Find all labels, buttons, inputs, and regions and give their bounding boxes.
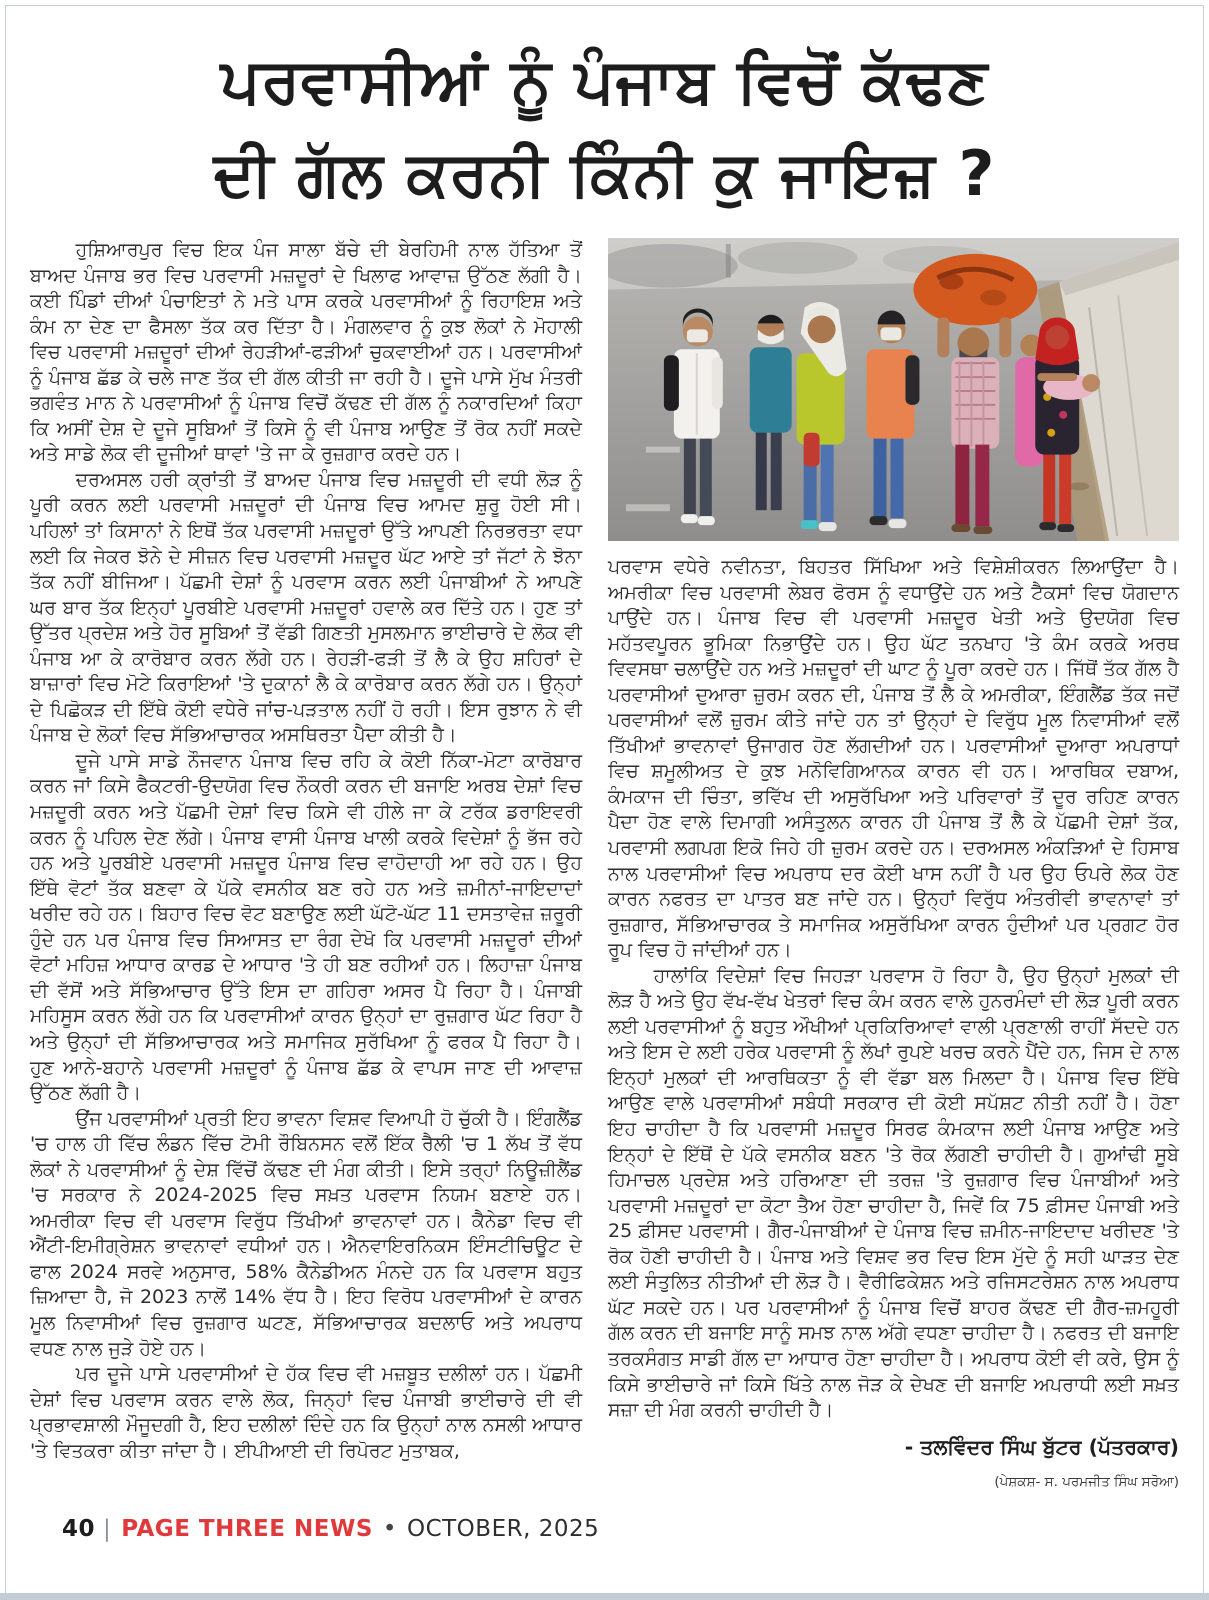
column-left: [30, 238, 582, 1491]
article-paragraph: ਪਰ ਦੂਜੇ ਪਾਸੇ ਪਰਵਾਸੀਆਂ ਦੇ ਹੱਕ ਵਿਚ ਵੀ ਮਜ਼ਬੂਤ ਦਲੀਲਾਂ ਹਨ। ਪੱਛਮੀ ਦੇਸ਼ਾਂ ਵਿਚ ਪਰਵਾਸ ਕਰਨ ਵਾਲੇ ਲੋਕ, ਜਿਨ੍ਹਾਂ ਵਿਚ ਪੰਜਾਬੀ ਭਾਈਚਾਰੇ ਦੀ ਵੀ ਪ੍ਰਭਾਵਸ਼ਾਲੀ ਮੌਜੂਦਗੀ ਹੈ, ਇਹ ਦਲੀਲਾਂ ਦਿੰਦੇ ਹਨ ਕਿ ਉਨ੍ਹਾਂ ਨਾਲ ਨਸਲੀ ਆਧਾਰ 'ਤੇ ਵਿਤਕਰਾ ਕੀਤਾ ਜਾਂਦਾ ਹੈ। ਈਪੀਆਈ ਦੀ ਰਿਪੋਰਟ ਮੁਤਾਬਕ,: [30, 1363, 582, 1462]
article-paragraph: ਉਂਜ ਪਰਵਾਸੀਆਂ ਪ੍ਰਤੀ ਇਹ ਭਾਵਨਾ ਵਿਸ਼ਵ ਵਿਆਪੀ ਹੋ ਚੁੱਕੀ ਹੈ। ਇੰਗਲੈਂਡ 'ਚ ਹਾਲ ਹੀ ਵਿੱਚ ਲੰਡਨ ਵਿੱਚ ਟੋਮੀ ਰੌਬਿਨਸਨ ਵਲੋਂ ਇੱਕ ਰੈਲੀ 'ਚ 1 ਲੱਖ ਤੋਂ ਵੱਧ ਲੋਕਾਂ ਨੇ ਪਰਵਾਸੀਆਂ ਨੂੰ ਦੇਸ਼ ਵਿੱਚੋਂ ਕੱਢਣ ਦੀ ਮੰਗ ਕੀਤੀ। ਇਸੇ ਤਰ੍ਹਾਂ ਨਿਊਜ਼ੀਲੈਂਡ 'ਚ ਸਰਕਾਰ ਨੇ 2024-2025 ਵਿਚ ਸਖ਼ਤ ਪਰਵਾਸ ਨਿਯਮ ਬਣਾਏ ਹਨ। ਅਮਰੀਕਾ ਵਿਚ ਵੀ ਪਰਵਾਸ ਵਿਰੁੱਧ ਤਿੱਖੀਆਂ ਭਾਵਨਾਵਾਂ ਹਨ। ਕੈਨੇਡਾ ਵਿਚ ਵੀ ਐਂਟੀ-ਇਮੀਗ੍ਰੇਸ਼ਨ ਭਾਵਨਾਵਾਂ ਵਧੀਆਂ ਹਨ। ਐਨਵਾਇਰਨਿਕਸ ਇੰਸਟੀਚਿਊਟ ਦੇ ਫਾਲ 2024 ਸਰਵੇ ਅਨੁਸਾਰ, 58% ਕੈਨੇਡੀਅਨ ਮੰਨਦੇ ਹਨ ਕਿ ਪਰਵਾਸ ਬਹੁਤ ਜ਼ਿਆਦਾ ਹੈ, ਜੋ 2023 ਨਾਲੋਂ 14% ਵੱਧ ਹੈ। ਇਹ ਵਿਰੋਧ ਪਰਵਾਸੀਆਂ ਦੇ ਕਾਰਨ ਮੂਲ ਨਿਵਾਸੀਆਂ ਵਿਚ ਰੁਜ਼ਗਾਰ ਘਟਣ, ਸੱਭਿਆਚਾਰਕ ਬਦਲਾਓ ਅਤੇ ਅਪਰਾਧ ਵਧਣ ਨਾਲ ਜੁੜੇ ਹੋਏ ਹਨ।: [30, 1107, 582, 1360]
article-paragraph: ਪਰਵਾਸ ਵਧੇਰੇ ਨਵੀਨਤਾ, ਬਿਹਤਰ ਸਿੱਖਿਆ ਅਤੇ ਵਿਸ਼ੇਸ਼ੀਕਰਨ ਲਿਆਉਂਦਾ ਹੈ। ਅਮਰੀਕਾ ਵਿਚ ਪਰਵਾਸੀ ਲੇਬਰ ਫੋਰਸ ਨੂੰ ਵਧਾਉਂਦੇ ਹਨ ਅਤੇ ਟੈਕਸਾਂ ਵਿਚ ਯੋਗਦਾਨ ਪਾਉਂਦੇ ਹਨ। ਪੰਜਾਬ ਵਿਚ ਵੀ ਪਰਵਾਸੀ ਮਜ਼ਦੂਰ ਖੇਤੀ ਅਤੇ ਉਦਯੋਗ ਵਿਚ ਮਹੱਤਵਪੂਰਨ ਭੂਮਿਕਾ ਨਿਭਾਉਂਦੇ ਹਨ। ਉਹ ਘੱਟ ਤਨਖਾਹ 'ਤੇ ਕੰਮ ਕਰਕੇ ਅਰਥ ਵਿਵਸਥਾ ਚਲਾਉਂਦੇ ਹਨ ਅਤੇ ਮਜ਼ਦੂਰਾਂ ਦੀ ਘਾਟ ਨੂੰ ਪੂਰਾ ਕਰਦੇ ਹਨ। ਜਿੱਥੋਂ ਤੱਕ ਗੱਲ ਹੈ ਪਰਵਾਸੀਆਂ ਦੁਆਰਾ ਜ਼ੁਰਮ ਕਰਨ ਦੀ, ਪੰਜਾਬ ਤੋਂ ਲੈ ਕੇ ਅਮਰੀਕਾ, ਇੰਗਲੈਂਡ ਤੱਕ ਜਦੋਂ ਪਰਵਾਸੀਆਂ ਵਲੋਂ ਜ਼ੁਰਮ ਕੀਤੇ ਜਾਂਦੇ ਹਨ ਤਾਂ ਉਨ੍ਹਾਂ ਦੇ ਵਿਰੁੱਧ ਮੂਲ ਨਿਵਾਸੀਆਂ ਵਲੋਂ ਤਿੱਖੀਆਂ ਭਾਵਨਾਵਾਂ ਉਜਾਗਰ ਹੋਣ ਲੱਗਦੀਆਂ ਹਨ। ਪਰਵਾਸੀਆਂ ਦੁਆਰਾ ਅਪਰਾਧਾਂ ਵਿਚ ਸ਼ਮੂਲੀਅਤ ਦੇ ਕੁਝ ਮਨੋਵਿਗਿਆਨਕ ਕਾਰਨ ਵੀ ਹਨ। ਆਰਥਿਕ ਦਬਾਅ, ਕੰਮਕਾਜ ਦੀ ਚਿੰਤਾ, ਭਵਿੱਖ ਦੀ ਅਸੁਰੱਖਿਆ ਅਤੇ ਪਰਿਵਾਰਾਂ ਤੋਂ ਦੂਰ ਰਹਿਣ ਕਾਰਨ ਪੈਦਾ ਹੋਣ ਵਾਲੇ ਦਿਮਾਗੀ ਅਸੰਤੁਲਨ ਕਾਰਨ ਹੀ ਪੰਜਾਬ ਤੋਂ ਲੈ ਕੇ ਪੱਛਮੀ ਦੇਸ਼ਾਂ ਤੱਕ, ਪਰਵਾਸੀ ਲਗਪਗ ਇਕੋ ਜਿਹੇ ਹੀ ਜ਼ੁਰਮ ਕਰਦੇ ਹਨ। ਦਰਅਸਲ ਅੰਕੜਿਆਂ ਦੇ ਹਿਸਾਬ ਨਾਲ ਪਰਵਾਸੀਆਂ ਵਿਚ ਅਪਰਾਧ ਦਰ ਕੋਈ ਖਾਸ ਨਹੀਂ ਹੈ ਪਰ ਉਹ ਓਪਰੇ ਲੋਕ ਹੋਣ ਕਾਰਨ ਨਫਰਤ ਦਾ ਪਾਤਰ ਬਣ ਜਾਂਦੇ ਹਨ। ਉਨ੍ਹਾਂ ਵਿਰੁੱਧ ਅੰਤਰੀਵੀ ਭਾਵਨਾਵਾਂ ਤਾਂ ਰੁਜ਼ਗਾਰ, ਸੱਭਿਆਚਾਰਕ ਤੇ ਸਮਾਜਿਕ ਅਸੁਰੱਖਿਆ ਕਾਰਨ ਹੁੰਦੀਆਂ ਪਰ ਪ੍ਰਗਟ ਹੋਰ ਰੂਪ ਵਿਚ ਹੋ ਜਾਂਦੀਆਂ ਹਨ।: [608, 556, 1179, 962]
article-paragraph: ਦੂਜੇ ਪਾਸੇ ਸਾਡੇ ਨੌਜਵਾਨ ਪੰਜਾਬ ਵਿਚ ਰਹਿ ਕੇ ਕੋਈ ਨਿੱਕਾ-ਮੋਟਾ ਕਾਰੋਬਾਰ ਕਰਨ ਜਾਂ ਕਿਸੇ ਫੈਕਟਰੀ-ਉਦਯੋਗ ਵਿਚ ਨੌਕਰੀ ਕਰਨ ਦੀ ਬਜਾਇ ਅਰਬ ਦੇਸ਼ਾਂ ਵਿਚ ਮਜ਼ਦੂਰੀ ਕਰਨ ਅਤੇ ਪੱਛਮੀ ਦੇਸ਼ਾਂ ਵਿਚ ਕਿਸੇ ਵੀ ਹੀਲੇ ਜਾ ਕੇ ਟਰੱਕ ਡਰਾਇਵਰੀ ਕਰਨ ਨੂੰ ਪਹਿਲ ਦੇਣ ਲੱਗੇ। ਪੰਜਾਬ ਵਾਸੀ ਪੰਜਾਬ ਖਾਲੀ ਕਰਕੇ ਵਿਦੇਸ਼ਾਂ ਨੂੰ ਭੱਜ ਰਹੇ ਹਨ ਅਤੇ ਪੂਰਬੀਏ ਪਰਵਾਸੀ ਮਜ਼ਦੂਰ ਪੰਜਾਬ ਵਿਚ ਵਾਹੋਦਾਹੀ ਆ ਰਹੇ ਹਨ। ਉਹ ਇੱਥੇ ਵੋਟਾਂ ਤੱਕ ਬਣਵਾ ਕੇ ਪੱਕੇ ਵਸਨੀਕ ਬਣ ਰਹੇ ਹਨ ਅਤੇ ਜ਼ਮੀਨਾਂ-ਜਾਇਦਾਦਾਂ ਖਰੀਦ ਰਹੇ ਹਨ। ਬਿਹਾਰ ਵਿਚ ਵੋਟ ਬਣਾਉਣ ਲਈ ਘੱਟੋ-ਘੱਟ 11 ਦਸਤਾਵੇਜ਼ ਜ਼ਰੂਰੀ ਹੁੰਦੇ ਹਨ ਪਰ ਪੰਜਾਬ ਵਿਚ ਸਿਆਸਤ ਦਾ ਰੰਗ ਦੇਖੋ ਕਿ ਪਰਵਾਸੀ ਮਜ਼ਦੂਰਾਂ ਦੀਆਂ ਵੋਟਾਂ ਮਹਿਜ਼ ਆਧਾਰ ਕਾਰਡ ਦੇ ਆਧਾਰ 'ਤੇ ਹੀ ਬਣ ਰਹੀਆਂ ਹਨ। ਲਿਹਾਜ਼ਾ ਪੰਜਾਬ ਦੀ ਵੱਸੋਂ ਅਤੇ ਸੱਭਿਆਚਾਰ ਉੱਤੇ ਇਸ ਦਾ ਗਹਿਰਾ ਅਸਰ ਪੈ ਰਿਹਾ ਹੈ। ਪੰਜਾਬੀ ਮਹਿਸੂਸ ਕਰਨ ਲੱਗੇ ਹਨ ਕਿ ਪਰਵਾਸੀਆਂ ਕਾਰਨ ਉਨ੍ਹਾਂ ਦਾ ਰੁਜ਼ਗਾਰ ਘੱਟ ਰਿਹਾ ਹੈ ਅਤੇ ਉਨ੍ਹਾਂ ਦੀ ਸੱਭਿਆਚਾਰਕ ਅਤੇ ਸਮਾਜਿਕ ਸੁਰੱਖਿਆ ਨੂੰ ਫਰਕ ਪੈ ਰਿਹਾ ਹੈ। ਹੁਣ ਆਨੇ-ਬਹਾਨੇ ਪਰਵਾਸੀ ਮਜ਼ਦੂਰਾਂ ਨੂੰ ਪੰਜਾਬ ਛੱਡ ਕੇ ਵਾਪਸ ਜਾਣ ਦੀ ਆਵਾਜ਼ ਉੱਠਣ ਲੱਗੀ ਹੈ।: [30, 749, 582, 1105]
footer-date: OCTOBER, 2025: [406, 1516, 600, 1542]
headline-line-1: ਪਰਵਾਸੀਆਂ ਨੂੰ ਪੰਜਾਬ ਵਿਚੋਂ ਕੱਢਣ: [220, 44, 989, 117]
headline-line-2: ਦੀ ਗੱਲ ਕਰਨੀ ਕਿੰਨੀ ਕੁ ਜਾਇਜ਼ ?: [213, 137, 996, 210]
article-paragraph: ਦਰਅਸਲ ਹਰੀ ਕ੍ਰਾਂਤੀ ਤੋਂ ਬਾਅਦ ਪੰਜਾਬ ਵਿਚ ਮਜ਼ਦੂਰੀ ਦੀ ਵਧੀ ਲੋੜ ਨੂੰ ਪੂਰੀ ਕਰਨ ਲਈ ਪਰਵਾਸੀ ਮਜ਼ਦੂਰਾਂ ਦੀ ਪੰਜਾਬ ਵਿਚ ਆਮਦ ਸ਼ੁਰੂ ਹੋਈ ਸੀ। ਪਹਿਲਾਂ ਤਾਂ ਕਿਸਾਨਾਂ ਨੇ ਇਥੋਂ ਤੱਕ ਪਰਵਾਸੀ ਮਜ਼ਦੂਰਾਂ ਉੱਤੇ ਆਪਣੀ ਨਿਰਭਰਤਾ ਵਧਾ ਲਈ ਕਿ ਜੇਕਰ ਝੋਨੇ ਦੇ ਸੀਜ਼ਨ ਵਿਚ ਪਰਵਾਸੀ ਮਜ਼ਦੂਰ ਘੱਟ ਆਏ ਤਾਂ ਜੱਟਾਂ ਨੇ ਝੋਨਾ ਤੱਕ ਨਹੀਂ ਬੀਜਿਆ। ਪੱਛਮੀ ਦੇਸ਼ਾਂ ਨੂੰ ਪਰਵਾਸ ਕਰਨ ਲਈ ਪੰਜਾਬੀਆਂ ਨੇ ਆਪਣੇ ਘਰ ਬਾਰ ਤੱਕ ਇਨ੍ਹਾਂ ਪੂਰਬੀਏ ਪਰਵਾਸੀ ਮਜ਼ਦੂਰਾਂ ਹਵਾਲੇ ਕਰ ਦਿੱਤੇ ਹਨ। ਹੁਣ ਤਾਂ ਉੱਤਰ ਪ੍ਰਦੇਸ਼ ਅਤੇ ਹੋਰ ਸੂਬਿਆਂ ਤੋਂ ਵੱਡੀ ਗਿਣਤੀ ਮੁਸਲਮਾਨ ਭਾਈਚਾਰੇ ਦੇ ਲੋਕ ਵੀ ਪੰਜਾਬ ਆ ਕੇ ਕਾਰੋਬਾਰ ਕਰਨ ਲੱਗੇ ਹਨ। ਰੇਹੜੀ-ਫੜੀ ਤੋਂ ਲੈ ਕੇ ਉਹ ਸ਼ਹਿਰਾਂ ਦੇ ਬਾਜ਼ਾਰਾਂ ਵਿਚ ਮੋਟੇ ਕਿਰਾਇਆਂ 'ਤੇ ਦੁਕਾਨਾਂ ਲੈ ਕੇ ਕਾਰੋਬਾਰ ਕਰਨ ਲੱਗੇ ਹਨ। ਉਨ੍ਹਾਂ ਦੇ ਪਿਛੋਕੜ ਦੀ ਇੱਥੇ ਕੋਈ ਵਧੇਰੇ ਜਾਂਚ-ਪੜਤਾਲ ਨਹੀਂ ਹੋ ਰਹੀ। ਇਸ ਰੁਝਾਨ ਨੇ ਵੀ ਪੰਜਾਬ ਦੇ ਲੋਕਾਂ ਵਿਚ ਸੱਭਿਆਚਾਰਕ ਅਸਥਿਰਤਾ ਪੈਦਾ ਕੀਤੀ ਹੈ।: [30, 468, 582, 747]
footer-bullet: •: [382, 1516, 397, 1542]
column-right: [608, 238, 1179, 1491]
column-right-text: [608, 555, 1179, 1424]
credit-line: (ਪੇਸ਼ਕਸ਼- ਸ. ਪਰਮਜੀਤ ਸਿੰਘ ਸਰੋਆ): [994, 1474, 1179, 1491]
article-headline: [30, 34, 1179, 220]
page-footer: [62, 1516, 599, 1542]
article-paragraph: ਹੁਸ਼ਿਆਰਪੁਰ ਵਿਚ ਇਕ ਪੰਜ ਸਾਲਾ ਬੱਚੇ ਦੀ ਬੇਰਹਿਮੀ ਨਾਲ ਹੱਤਿਆ ਤੋਂ ਬਾਅਦ ਪੰਜਾਬ ਭਰ ਵਿਚ ਪਰਵਾਸੀ ਮਜ਼ਦੂਰਾਂ ਦੇ ਖਿਲਾਫ ਆਵਾਜ਼ ਉੱਠਣ ਲੱਗੀ ਹੈ। ਕਈ ਪਿੰਡਾਂ ਦੀਆਂ ਪੰਚਾਇਤਾਂ ਨੇ ਮਤੇ ਪਾਸ ਕਰਕੇ ਪਰਵਾਸੀਆਂ ਨੂੰ ਰਿਹਾਇਸ਼ ਅਤੇ ਕੰਮ ਨਾ ਦੇਣ ਦਾ ਫੈਸਲਾ ਤੱਕ ਕਰ ਦਿੱਤਾ ਹੈ। ਮੰਗਲਵਾਰ ਨੂੰ ਕੁਝ ਲੋਕਾਂ ਨੇ ਮੋਹਾਲੀ ਵਿਚ ਪਰਵਾਸੀ ਮਜ਼ਦੂਰਾਂ ਦੀਆਂ ਰੇਹੜੀਆਂ-ਫੜੀਆਂ ਚੁਕਵਾਈਆਂ ਹਨ। ਪਰਵਾਸੀਆਂ ਨੂੰ ਪੰਜਾਬ ਛੱਡ ਕੇ ਚਲੇ ਜਾਣ ਤੱਕ ਦੀ ਗੱਲ ਕੀਤੀ ਜਾ ਰਹੀ ਹੈ। ਦੂਜੇ ਪਾਸੇ ਮੁੱਖ ਮੰਤਰੀ ਭਗਵੰਤ ਮਾਨ ਨੇ ਪਰਵਾਸੀਆਂ ਨੂੰ ਪੰਜਾਬ ਵਿਚੋਂ ਕੱਢਣ ਦੀ ਗੱਲ ਨੂੰ ਨਕਾਰਦਿਆਂ ਕਿਹਾ ਕਿ ਅਸੀਂ ਦੇਸ਼ ਦੇ ਦੂਜੇ ਸੂਬਿਆਂ ਤੋਂ ਕਿਸੇ ਨੂੰ ਵੀ ਪੰਜਾਬ ਆਉਣ ਤੋਂ ਰੋਕ ਨਹੀਂ ਸਕਦੇ ਅਤੇ ਸਾਡੇ ਲੋਕ ਵੀ ਦੂਜੀਆਂ ਥਾਵਾਂ 'ਤੇ ਜਾ ਕੇ ਰੁਜ਼ਗਾਰ ਕਰਦੇ ਹਨ।: [30, 239, 582, 466]
article-paragraph: ਹਾਲਾਂਕਿ ਵਿਦੇਸ਼ਾਂ ਵਿਚ ਜਿਹੜਾ ਪਰਵਾਸ ਹੋ ਰਿਹਾ ਹੈ, ਉਹ ਉਨ੍ਹਾਂ ਮੁਲਕਾਂ ਦੀ ਲੋੜ ਹੈ ਅਤੇ ਉਹ ਵੱਖ-ਵੱਖ ਖੇਤਰਾਂ ਵਿਚ ਕੰਮ ਕਰਨ ਵਾਲੇ ਹੁਨਰਮੰਦਾਂ ਦੀ ਲੋੜ ਪੂਰੀ ਕਰਨ ਲਈ ਪਰਵਾਸੀਆਂ ਨੂੰ ਬਹੁਤ ਔਖੀਆਂ ਪ੍ਰਕਿਰਿਆਵਾਂ ਵਾਲੀ ਪ੍ਰਣਾਲੀ ਰਾਹੀਂ ਸੱਦਦੇ ਹਨ ਅਤੇ ਇਸ ਦੇ ਲਈ ਹਰੇਕ ਪਰਵਾਸੀ ਨੂੰ ਲੱਖਾਂ ਰੁਪਏ ਖਰਚ ਕਰਨੇ ਪੈਂਦੇ ਹਨ, ਜਿਸ ਦੇ ਨਾਲ ਇਨ੍ਹਾਂ ਮੁਲਕਾਂ ਦੀ ਆਰਥਿਕਤਾ ਨੂੰ ਵੀ ਵੱਡਾ ਬਲ ਮਿਲਦਾ ਹੈ। ਪੰਜਾਬ ਵਿਚ ਇੱਥੇ ਆਉਣ ਵਾਲੇ ਪਰਵਾਸੀਆਂ ਸਬੰਧੀ ਸਰਕਾਰ ਦੀ ਕੋਈ ਸਪੱਸ਼ਟ ਨੀਤੀ ਨਹੀਂ ਹੈ। ਹੋਣਾ ਇਹ ਚਾਹੀਦਾ ਹੈ ਕਿ ਪਰਵਾਸੀ ਮਜ਼ਦੂਰ ਸਿਰਫ ਕੰਮਕਾਜ ਲਈ ਪੰਜਾਬ ਆਉਣ ਅਤੇ ਇਨ੍ਹਾਂ ਦੇ ਇੱਥੋਂ ਦੇ ਪੱਕੇ ਵਸਨੀਕ ਬਣਨ 'ਤੇ ਰੋਕ ਲੱਗਣੀ ਚਾਹੀਦੀ ਹੈ। ਗੁਆਂਢੀ ਸੂਬੇ ਹਿਮਾਚਲ ਪ੍ਰਦੇਸ਼ ਅਤੇ ਹਰਿਆਣਾ ਦੀ ਤਰਜ਼ 'ਤੇ ਰੁਜ਼ਗਾਰ ਵਿਚ ਪੰਜਾਬੀਆਂ ਅਤੇ ਪਰਵਾਸੀ ਮਜ਼ਦੂਰਾਂ ਦਾ ਕੋਟਾ ਤੈਅ ਹੋਣਾ ਚਾਹੀਦਾ ਹੈ, ਜਿਵੇਂ ਕਿ 75 ਫ਼ੀਸਦ ਪੰਜਾਬੀ ਅਤੇ 25 ਫ਼ੀਸਦ ਪਰਵਾਸੀ। ਗੈਰ-ਪੰਜਾਬੀਆਂ ਦੇ ਪੰਜਾਬ ਵਿਚ ਜ਼ਮੀਨ-ਜਾਇਦਾਦ ਖਰੀਦਣ 'ਤੇ ਰੋਕ ਹੋਣੀ ਚਾਹੀਦੀ ਹੈ। ਪੰਜਾਬ ਅਤੇ ਵਿਸ਼ਵ ਭਰ ਵਿਚ ਇਸ ਮੁੱਦੇ ਨੂੰ ਸਹੀ ਘਾੜਤ ਦੇਣ ਲਈ ਸੰਤੁਲਿਤ ਨੀਤੀਆਂ ਦੀ ਲੋੜ ਹੈ। ਵੈਰੀਫਿਕੇਸ਼ਨ ਅਤੇ ਰਜਿਸਟਰੇਸ਼ਨ ਨਾਲ ਅਪਰਾਧ ਘੱਟ ਸਕਦੇ ਹਨ। ਪਰ ਪਰਵਾਸੀਆਂ ਨੂੰ ਪੰਜਾਬ ਵਿਚੋਂ ਬਾਹਰ ਕੱਢਣ ਦੀ ਗੈਰ-ਜ਼ਮਹੂਰੀ ਗੱਲ ਕਰਨ ਦੀ ਬਜਾਇ ਸਾਨੂੰ ਸਮਝ ਨਾਲ ਅੱਗੇ ਵਧਣਾ ਚਾਹੀਦਾ ਹੈ। ਨਫਰਤ ਦੀ ਬਜਾਇ ਤਰਕਸੰਗਤ ਸਾਡੀ ਗੱਲ ਦਾ ਆਧਾਰ ਹੋਣਾ ਚਾਹੀਦਾ ਹੈ। ਅਪਰਾਧ ਕੋਈ ਵੀ ਕਰੇ, ਉਸ ਨੂੰ ਕਿਸੇ ਭਾਈਚਾਰੇ ਜਾਂ ਕਿਸੇ ਖਿੱਤੇ ਨਾਲ ਜੋੜ ਕੇ ਦੇਖਣ ਦੀ ਬਜਾਇ ਅਪਰਾਧੀ ਲਈ ਸਖ਼ਤ ਸਜ਼ਾ ਦੀ ਮੰਗ ਕਰਨੀ ਚਾਹੀਦੀ ਹੈ।: [608, 964, 1179, 1422]
byline: - ਤਲਵਿੰਦਰ ਸਿੰਘ ਬੁੱਟਰ (ਪੱਤਰਕਾਰ): [904, 1434, 1179, 1459]
migrant-workers-photo-illustration: [608, 238, 1179, 541]
footer-separator: |: [103, 1516, 112, 1542]
article-body: [0, 230, 1209, 1491]
footer-publication-name: PAGE THREE NEWS: [121, 1516, 373, 1542]
article-photo: [608, 238, 1179, 541]
footer-page-number: 40: [62, 1516, 96, 1542]
page-bottom-edge: [0, 1593, 1209, 1600]
